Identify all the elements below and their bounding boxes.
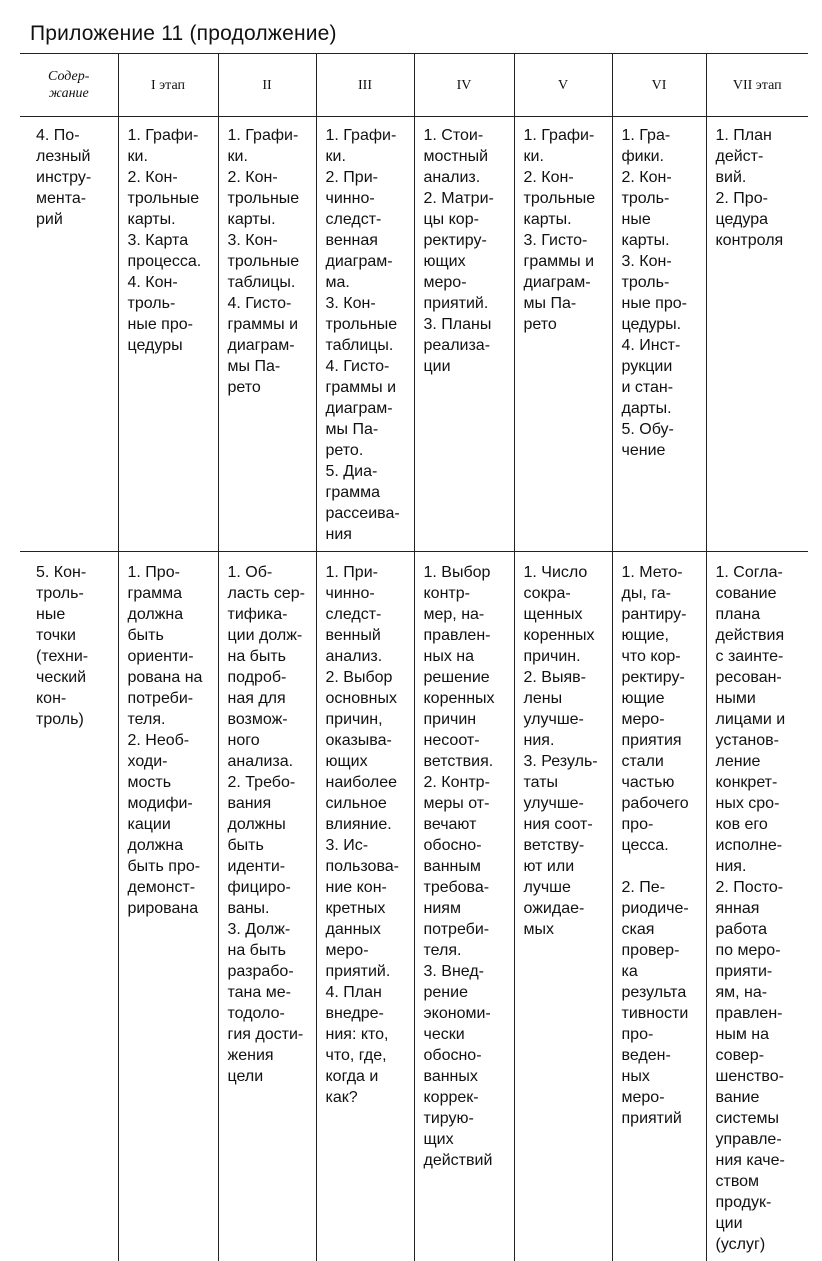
table-row-tools xyxy=(20,117,808,552)
stages-table xyxy=(20,53,808,1261)
header-stage-3: III xyxy=(316,54,414,117)
header-stage-2: II xyxy=(218,54,316,117)
cell-tools-stage-3: 1. Графи- ки. 2. При- чинно- следст- венная диаграм- ма. 3. Кон- трольные таблицы. 4. Гисто- граммы и диаграм- мы Па- рето. 5. Диа- грамма рассеива- ния xyxy=(316,117,414,552)
cell-checkpoints-stage-1: 1. Про- грамма должна быть ориенти- рована на потреби- теля. 2. Необ- ходи- мость модифи- кации должна быть про- демонст- рирована xyxy=(118,552,218,1261)
cell-checkpoints-stage-3: 1. При- чинно- следст- венный анализ. 2. Выбор основных причин, оказыва- ющих наиболее сильное влияние. 3. Ис- пользова- ние кон- кретных данных меро- приятий. 4. План внедре- ния: кто, что, где, когда и как? xyxy=(316,552,414,1261)
cell-checkpoints-stage-5: 1. Число сокра- щенных коренных причин. 2. Выяв- лены улучше- ния. 3. Резуль- таты улучше- ния соот- ветству- ют или лучше ожидае- мых xyxy=(514,552,612,1261)
header-stage-4: IV xyxy=(414,54,514,117)
cell-tools-stage-1: 1. Графи- ки. 2. Кон- трольные карты. 3. Карта процесса. 4. Кон- троль- ные про- цедуры xyxy=(118,117,218,552)
header-stage-1: I этап xyxy=(118,54,218,117)
cell-tools-stage-2: 1. Графи- ки. 2. Кон- трольные карты. 3. Кон- трольные таблицы. 4. Гисто- граммы и диаграм- мы Па- рето xyxy=(218,117,316,552)
header-stage-7: VII этап xyxy=(706,54,808,117)
header-content: Содер- жание xyxy=(20,54,118,117)
table-row-checkpoints xyxy=(20,552,808,1261)
cell-checkpoints-stage-4: 1. Выбор контр- мер, на- правлен- ных на решение коренных причин несоот- ветствия. 2. Контр- меры от- вечают обосно- ванным требова- ниям потреби- теля. 3. Внед- рение экономи- чески обосно- ванных коррек- тирую- щих действий xyxy=(414,552,514,1261)
cell-tools-stage-7: 1. План дейст- вий. 2. Про- цедура контроля xyxy=(706,117,808,552)
cell-tools-stage-6: 1. Гра- фики. 2. Кон- троль- ные карты. 3. Кон- троль- ные про- цедуры. 4. Инст- рукции и стан- дарты. 5. Обу- чение xyxy=(612,117,706,552)
cell-tools-stage-4: 1. Стои- мостный анализ. 2. Матри- цы кор- ректиру- ющих меро- приятий. 3. Планы реализа- ции xyxy=(414,117,514,552)
cell-checkpoints-stage-6: 1. Мето- ды, га- рантиру- ющие, что кор- ректиру- ющие меро- приятия стали частью рабочего про- цесса. 2. Пе- риодиче- ская провер- ка результа тивности про- веден- ных меро- приятий xyxy=(612,552,706,1261)
header-stage-5: V xyxy=(514,54,612,117)
row-label-checkpoints: 5. Кон- троль- ные точки (техни- ческий кон- троль) xyxy=(20,552,118,1261)
cell-tools-stage-5: 1. Графи- ки. 2. Кон- трольные карты. 3. Гисто- граммы и диаграм- мы Па- рето xyxy=(514,117,612,552)
header-stage-6: VI xyxy=(612,54,706,117)
row-label-tools: 4. По- лезный инстру- мента- рий xyxy=(20,117,118,552)
cell-checkpoints-stage-7: 1. Согла- сование плана действия с заинте- ресован- ными лицами и установ- ление конкрет- ных сро- ков его исполне- ния. 2. Посто- янная работа по меро- прияти- ям, на- правлен- ным на совер- шенство- вание системы управле- ния каче- ством продук- ции (услуг) xyxy=(706,552,808,1261)
header-row xyxy=(20,54,808,117)
page-title: Приложение 11 (продолжение) xyxy=(30,22,337,46)
cell-checkpoints-stage-2: 1. Об- ласть сер- тифика- ции долж- на быть подроб- ная для возмож- ного анализа. 2. Требо- вания должны быть иденти- фициро- ваны. 3. Долж- на быть разрабо- тана ме- тодоло- гия дости- жения цели xyxy=(218,552,316,1261)
